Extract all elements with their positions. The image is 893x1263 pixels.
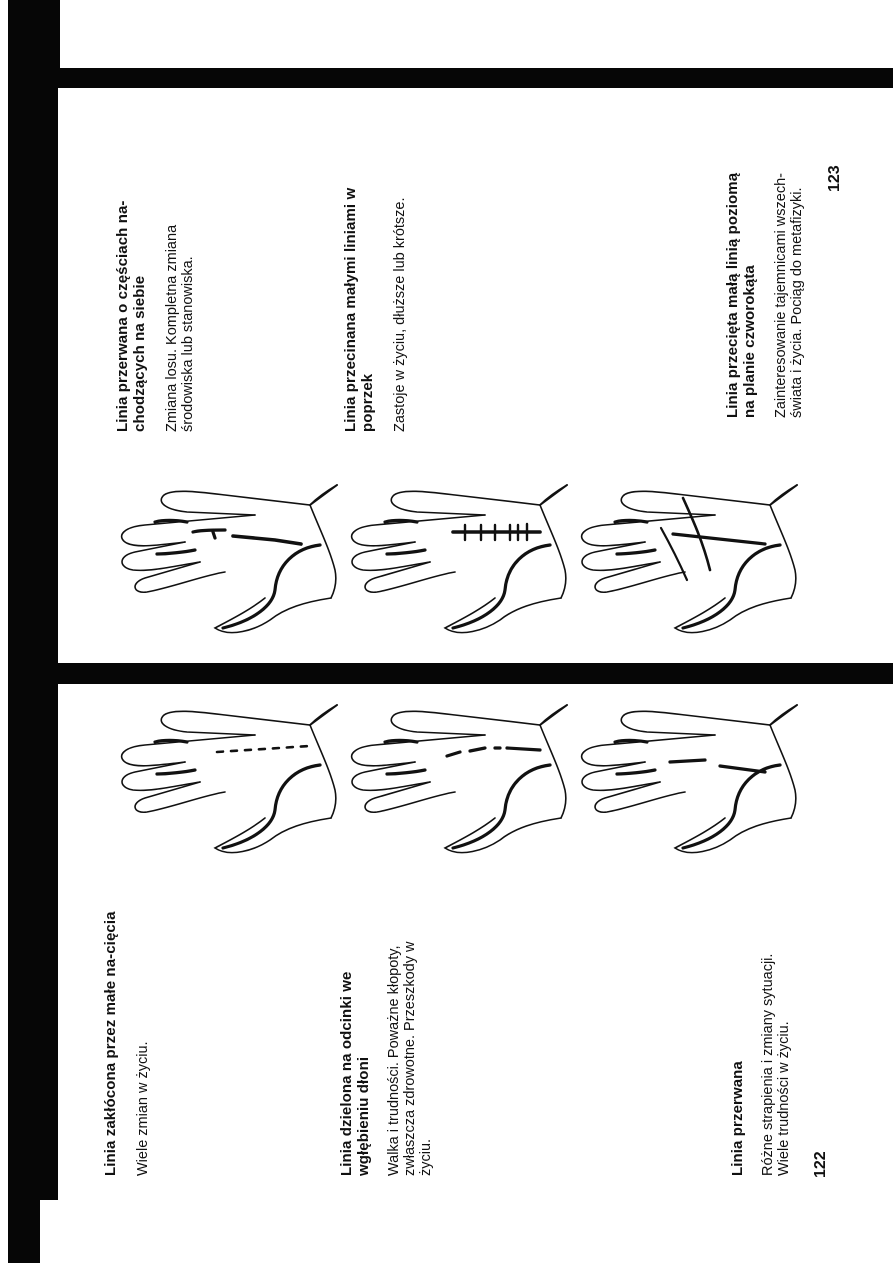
hand-illustration-2 [335,470,570,645]
entry-text: Walka i trudności. Poważne kłopoty, zwłaszcza zdrowotne. Przeszkody w życiu. [386,941,434,1176]
hand-outline-icon [565,470,800,645]
hand-outline-icon [105,470,340,645]
hand-outline-icon [565,690,800,865]
hand-illustration-3 [565,470,800,645]
hand-illustration-4 [105,690,340,865]
entry-text: Różne strapienia i zmiany sytuacji. Wiele trudności w życiu. [760,953,792,1176]
entry-heading: Linia przecinana małymi liniami w poprzek [342,187,376,432]
hand-illustration-6 [565,690,800,865]
entry-122-1 [102,904,151,1176]
entry-heading: Linia przerwana o częściach na-chodzących na siebie [114,200,148,432]
entry-text: Wiele zmian w życiu. [135,1041,151,1176]
hand-illustration-1 [105,470,340,645]
scan-top-band [40,68,893,90]
scan-left-black [8,0,60,1263]
entry-text: Zainteresowanie tajemnicami wszech-świata i życia. Pociąg do metafizyki. [773,173,805,418]
entry-122-2 [338,904,434,1176]
page-number-123: 123 [826,165,843,192]
entry-text: Zastoje w życiu, dłuższe lub krótsze. [392,197,408,432]
hand-outline-icon [335,470,570,645]
entry-heading: Linia przerwana [729,1061,746,1176]
page-122-margin [40,1200,70,1263]
entry-heading: Linia przecięta małą linią poziomą na planie czworokąta [724,172,758,418]
entry-122-3 [729,916,792,1176]
entry-heading: Linia dzielona na odcinki we wgłębieniu dłoni [338,971,372,1176]
hand-outline-icon [335,690,570,865]
page-number-122: 122 [812,1151,829,1178]
hand-outline-icon [105,690,340,865]
entry-heading: Linia zakłócona przez małe na-cięcia [102,911,119,1176]
entry-123-3 [724,166,805,418]
hand-illustration-5 [335,690,570,865]
entry-text: Zmiana losu. Kompletna zmiana środowiska lub stanowiska. [164,224,196,432]
entry-123-2 [342,164,408,432]
scan-spine [30,662,893,686]
entry-123-1 [114,164,196,432]
